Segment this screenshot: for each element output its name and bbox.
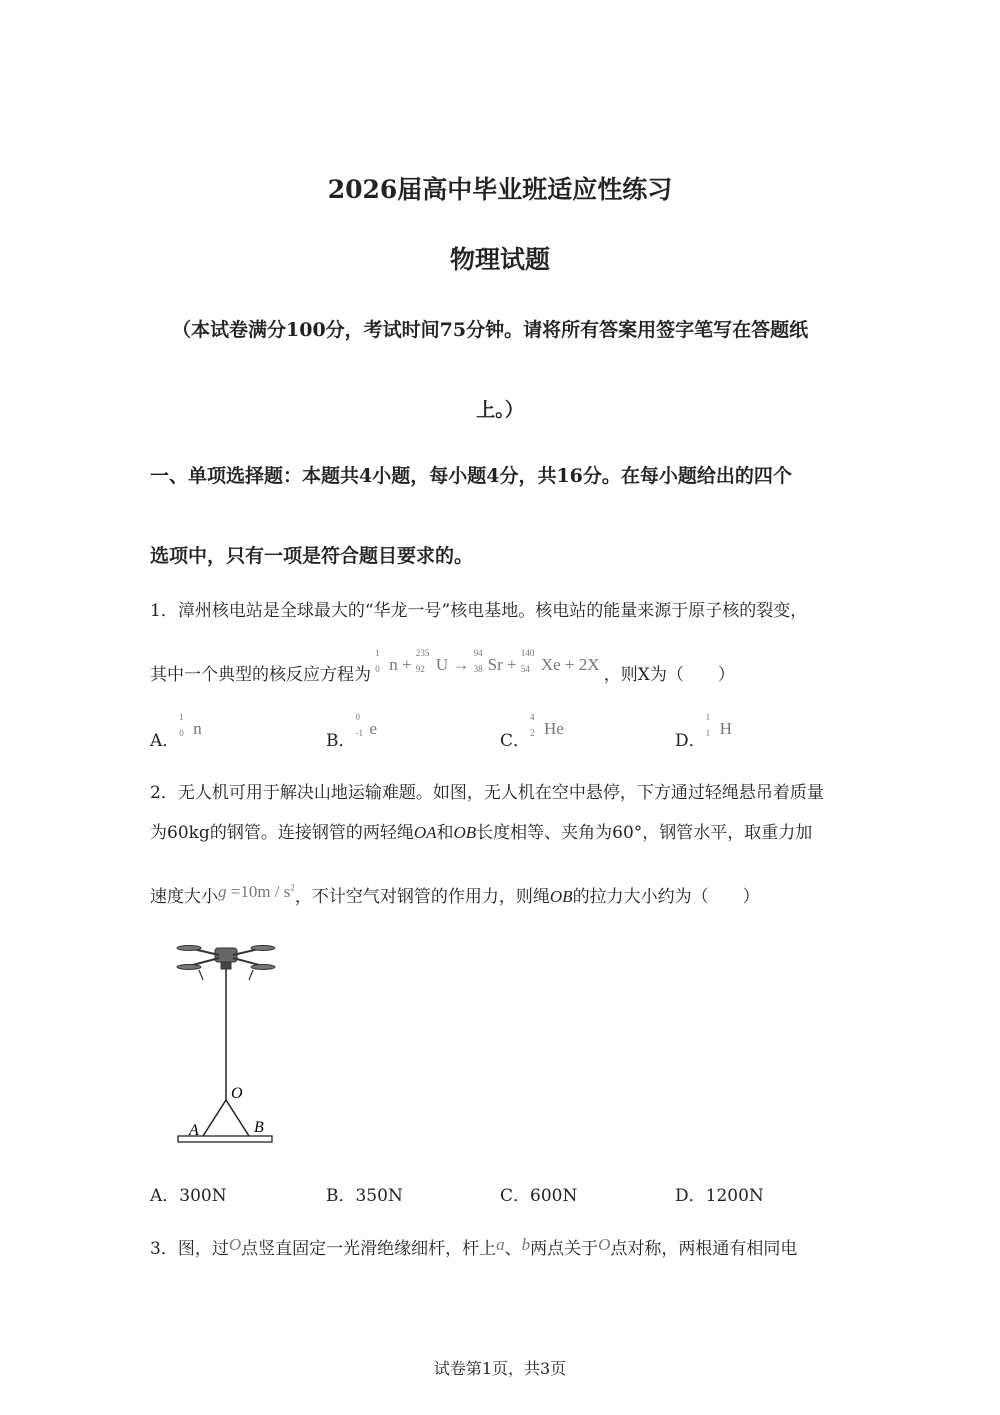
- q1-option-d: D． 1 1 H: [675, 712, 732, 751]
- exam-title: 2026届高中毕业班适应性练习: [327, 175, 673, 204]
- q2-option-b: B．350N: [326, 1186, 403, 1206]
- q1-equation: 1 0 n + 235 92 U → 94 38 Sr + 140 54 Xe + 2X: [375, 648, 600, 674]
- strontium: 94 38 Sr: [473, 648, 503, 674]
- uranium: 235 92 U: [415, 648, 449, 674]
- neutron: 1 0 n: [375, 648, 398, 674]
- label-b: B: [254, 1119, 264, 1136]
- rope-ob: [226, 1100, 249, 1136]
- q1-option-c: C． 4 2 He: [500, 712, 564, 751]
- rope-oa: [203, 1100, 226, 1136]
- section1-heading-line1: 一、单项选择题：本题共4小题，每小题4分，共16分。在每小题给出的四个: [150, 465, 792, 487]
- xenon: 140 54 Xe: [520, 648, 561, 674]
- section1-heading-line2: 选项中，只有一项是符合题目要求的。: [150, 545, 474, 567]
- drone-figure: [175, 940, 285, 1150]
- q2-line3: 速度大小$g =10m / s^2$，不计空气对钢管的作用力，则绳OB的拉力大小约为（ ）: [150, 882, 760, 907]
- q2-option-d: D．1200N: [675, 1186, 764, 1206]
- q2-line2: 为60kg的钢管。连接钢管的两轻绳OA和OB长度相等、夹角为60°，钢管水平，取重力加: [150, 823, 813, 843]
- page-footer: 试卷第1页，共3页: [433, 1359, 567, 1378]
- q2-option-a: A．300N: [150, 1186, 227, 1206]
- g-value: $g =10m / s^2$: [218, 882, 295, 901]
- q2-option-c: C．600N: [500, 1186, 578, 1206]
- label-a: A: [189, 1122, 199, 1139]
- instructions-line2: 上。）: [476, 399, 524, 421]
- q2-line1: 2．无人机可用于解决山地运输难题。如图，无人机在空中悬停，下方通过轻绳悬吊着质量: [150, 783, 824, 803]
- subject-title: 物理试题: [449, 245, 550, 274]
- q1-line2: [150, 648, 735, 685]
- q1-line1: 1．漳州核电站是全球最大的“华龙一号”核电基地。核电站的能量来源于原子核的裂变，: [150, 601, 808, 621]
- q3-line1: 3．图，过O点竖直固定一光滑绝缘细杆，杆上a、b两点关于O点对称，两根通有相同电: [150, 1235, 798, 1259]
- label-o: O: [231, 1085, 243, 1102]
- q1-option-b: B． 0 -1 e: [326, 712, 378, 751]
- q1-option-a: A． 1 0 n: [150, 712, 202, 751]
- q1-prefix: 其中一个典型的核反应方程为: [150, 665, 371, 685]
- q1-suffix: ，则X为（ ）: [603, 665, 735, 685]
- instructions-line1: （本试卷满分100分，考试时间75分钟。请将所有答案用签字笔写在答题纸: [172, 319, 809, 341]
